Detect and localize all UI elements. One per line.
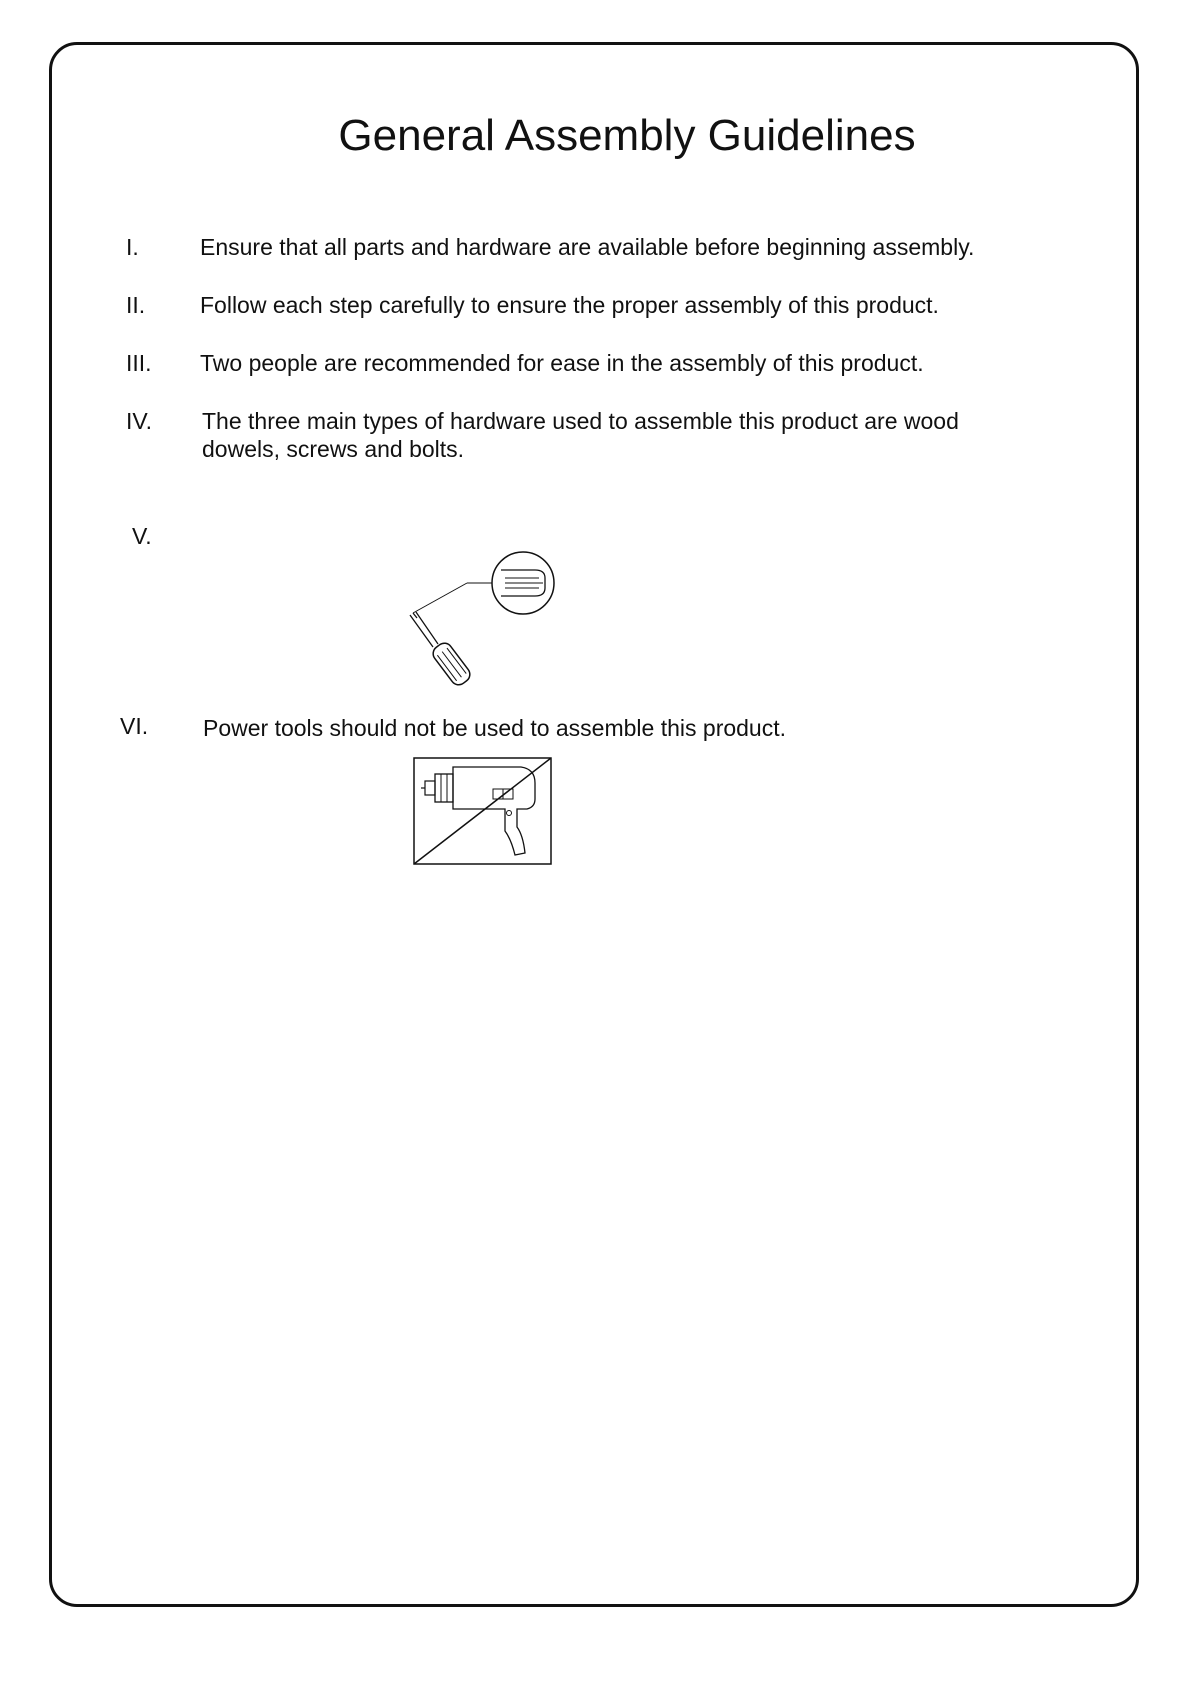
guideline-number: V.: [132, 523, 152, 549]
no-power-drill-icon: [413, 757, 553, 867]
guideline-text: Power tools should not be used to assemble this product.: [203, 715, 787, 741]
guideline-text: Follow each step carefully to ensure the proper assembly of this product.: [200, 292, 939, 318]
guideline-text-line2: dowels, screws and bolts.: [202, 436, 465, 462]
guideline-number: I.: [126, 234, 139, 260]
page-border: [49, 42, 1139, 1607]
guideline-text: Ensure that all parts and hardware are available before beginning assembly.: [200, 234, 975, 260]
guideline-number: II.: [126, 292, 146, 318]
screwdriver-icon: [405, 548, 565, 690]
page-title: General Assembly Guidelines: [338, 111, 916, 160]
guideline-number: III.: [126, 350, 152, 376]
guideline-number: IV.: [126, 408, 153, 434]
guideline-text-line1: The three main types of hardware used to assemble this product are wood: [202, 408, 959, 434]
guideline-number: VI.: [120, 713, 149, 739]
guideline-text: Two people are recommended for ease in the assembly of this product.: [200, 350, 924, 376]
